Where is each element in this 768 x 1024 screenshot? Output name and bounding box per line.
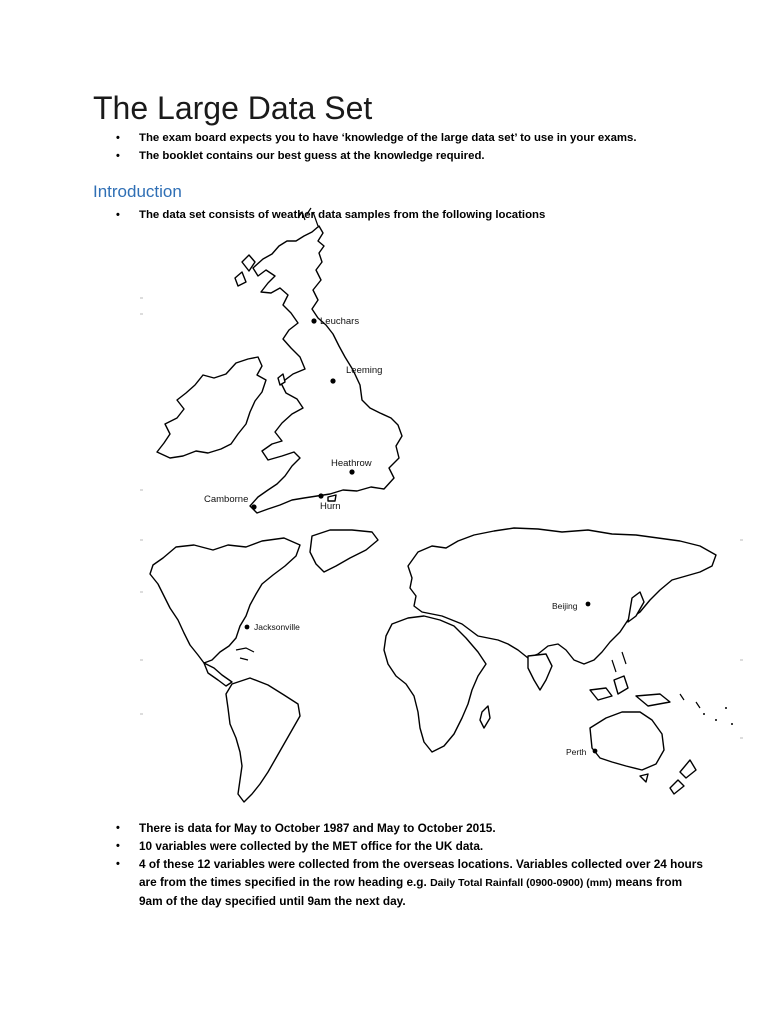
bullet-text: The exam board expects you to have ‘knowledge of the large data set’ to use in your exams.	[139, 132, 637, 144]
bullet-icon: •	[116, 858, 120, 870]
southeast-asia-islands	[590, 688, 612, 700]
bullet-text: There is data for May to October 1987 and May to October 2015.	[139, 821, 496, 835]
africa-outline	[384, 616, 486, 752]
uk-map	[140, 208, 402, 513]
tasmania-outline	[640, 774, 648, 782]
bullet-icon: •	[116, 150, 120, 162]
bullet-icon: •	[116, 209, 120, 221]
page-title: The Large Data Set	[93, 90, 373, 126]
north-america-outline	[150, 538, 300, 663]
list-item	[0, 837, 768, 855]
greenland-outline	[310, 530, 378, 572]
city-marker-heathrow	[349, 469, 354, 474]
city-label-hurn: Hurn	[320, 501, 341, 512]
world-map	[140, 528, 743, 802]
list-item	[0, 855, 768, 910]
city-marker-leeming	[330, 378, 335, 383]
isle-of-man-outline	[278, 374, 285, 385]
caribbean-islands	[236, 648, 254, 660]
bullet-text: 10 variables were collected by the MET office for the UK data.	[139, 839, 484, 853]
city-marker-hurn	[318, 493, 323, 498]
data-info-bullet-list	[0, 819, 768, 910]
list-item	[0, 819, 768, 837]
bullet-icon: •	[116, 840, 120, 852]
india-outline	[528, 654, 552, 690]
city-marker-beijing	[586, 602, 591, 607]
city-label-beijing: Beijing	[552, 601, 578, 611]
bullet-icon: •	[116, 132, 120, 144]
ireland-outline	[157, 357, 266, 458]
australia-outline	[590, 712, 664, 770]
city-marker-leuchars	[311, 318, 316, 323]
bullet-text: means from 9am of the day specified until 9am the next day.	[139, 875, 683, 908]
city-marker-perth	[593, 749, 598, 754]
madagascar-outline	[480, 706, 490, 728]
city-label-perth: Perth	[566, 747, 587, 757]
city-label-heathrow: Heathrow	[331, 458, 372, 469]
city-marker-camborne	[251, 504, 256, 509]
bullet-text: 4 of these 12 variables were collected from the overseas locations. Variables collected over 24 hours are from the times specified in the row heading e.g.	[139, 857, 703, 889]
bullet-text: The booklet contains our best guess at the knowledge required.	[139, 150, 485, 162]
city-label-leuchars: Leuchars	[320, 316, 360, 327]
city-label-camborne: Camborne	[204, 494, 249, 505]
rainfall-heading-example: Daily Total Rainfall (0900-0900) (mm)	[430, 877, 612, 889]
new-zealand-outline	[680, 760, 696, 778]
bullet-icon: •	[116, 822, 120, 834]
south-america-outline	[226, 678, 300, 802]
city-label-jacksonville: Jacksonville	[254, 622, 300, 632]
bullet-text: The data set consists of weather data samples from the following locations	[139, 209, 546, 221]
city-label-leeming: Leeming	[346, 365, 383, 376]
section-heading-introduction: Introduction	[93, 182, 182, 201]
city-marker-jacksonville	[245, 625, 250, 630]
